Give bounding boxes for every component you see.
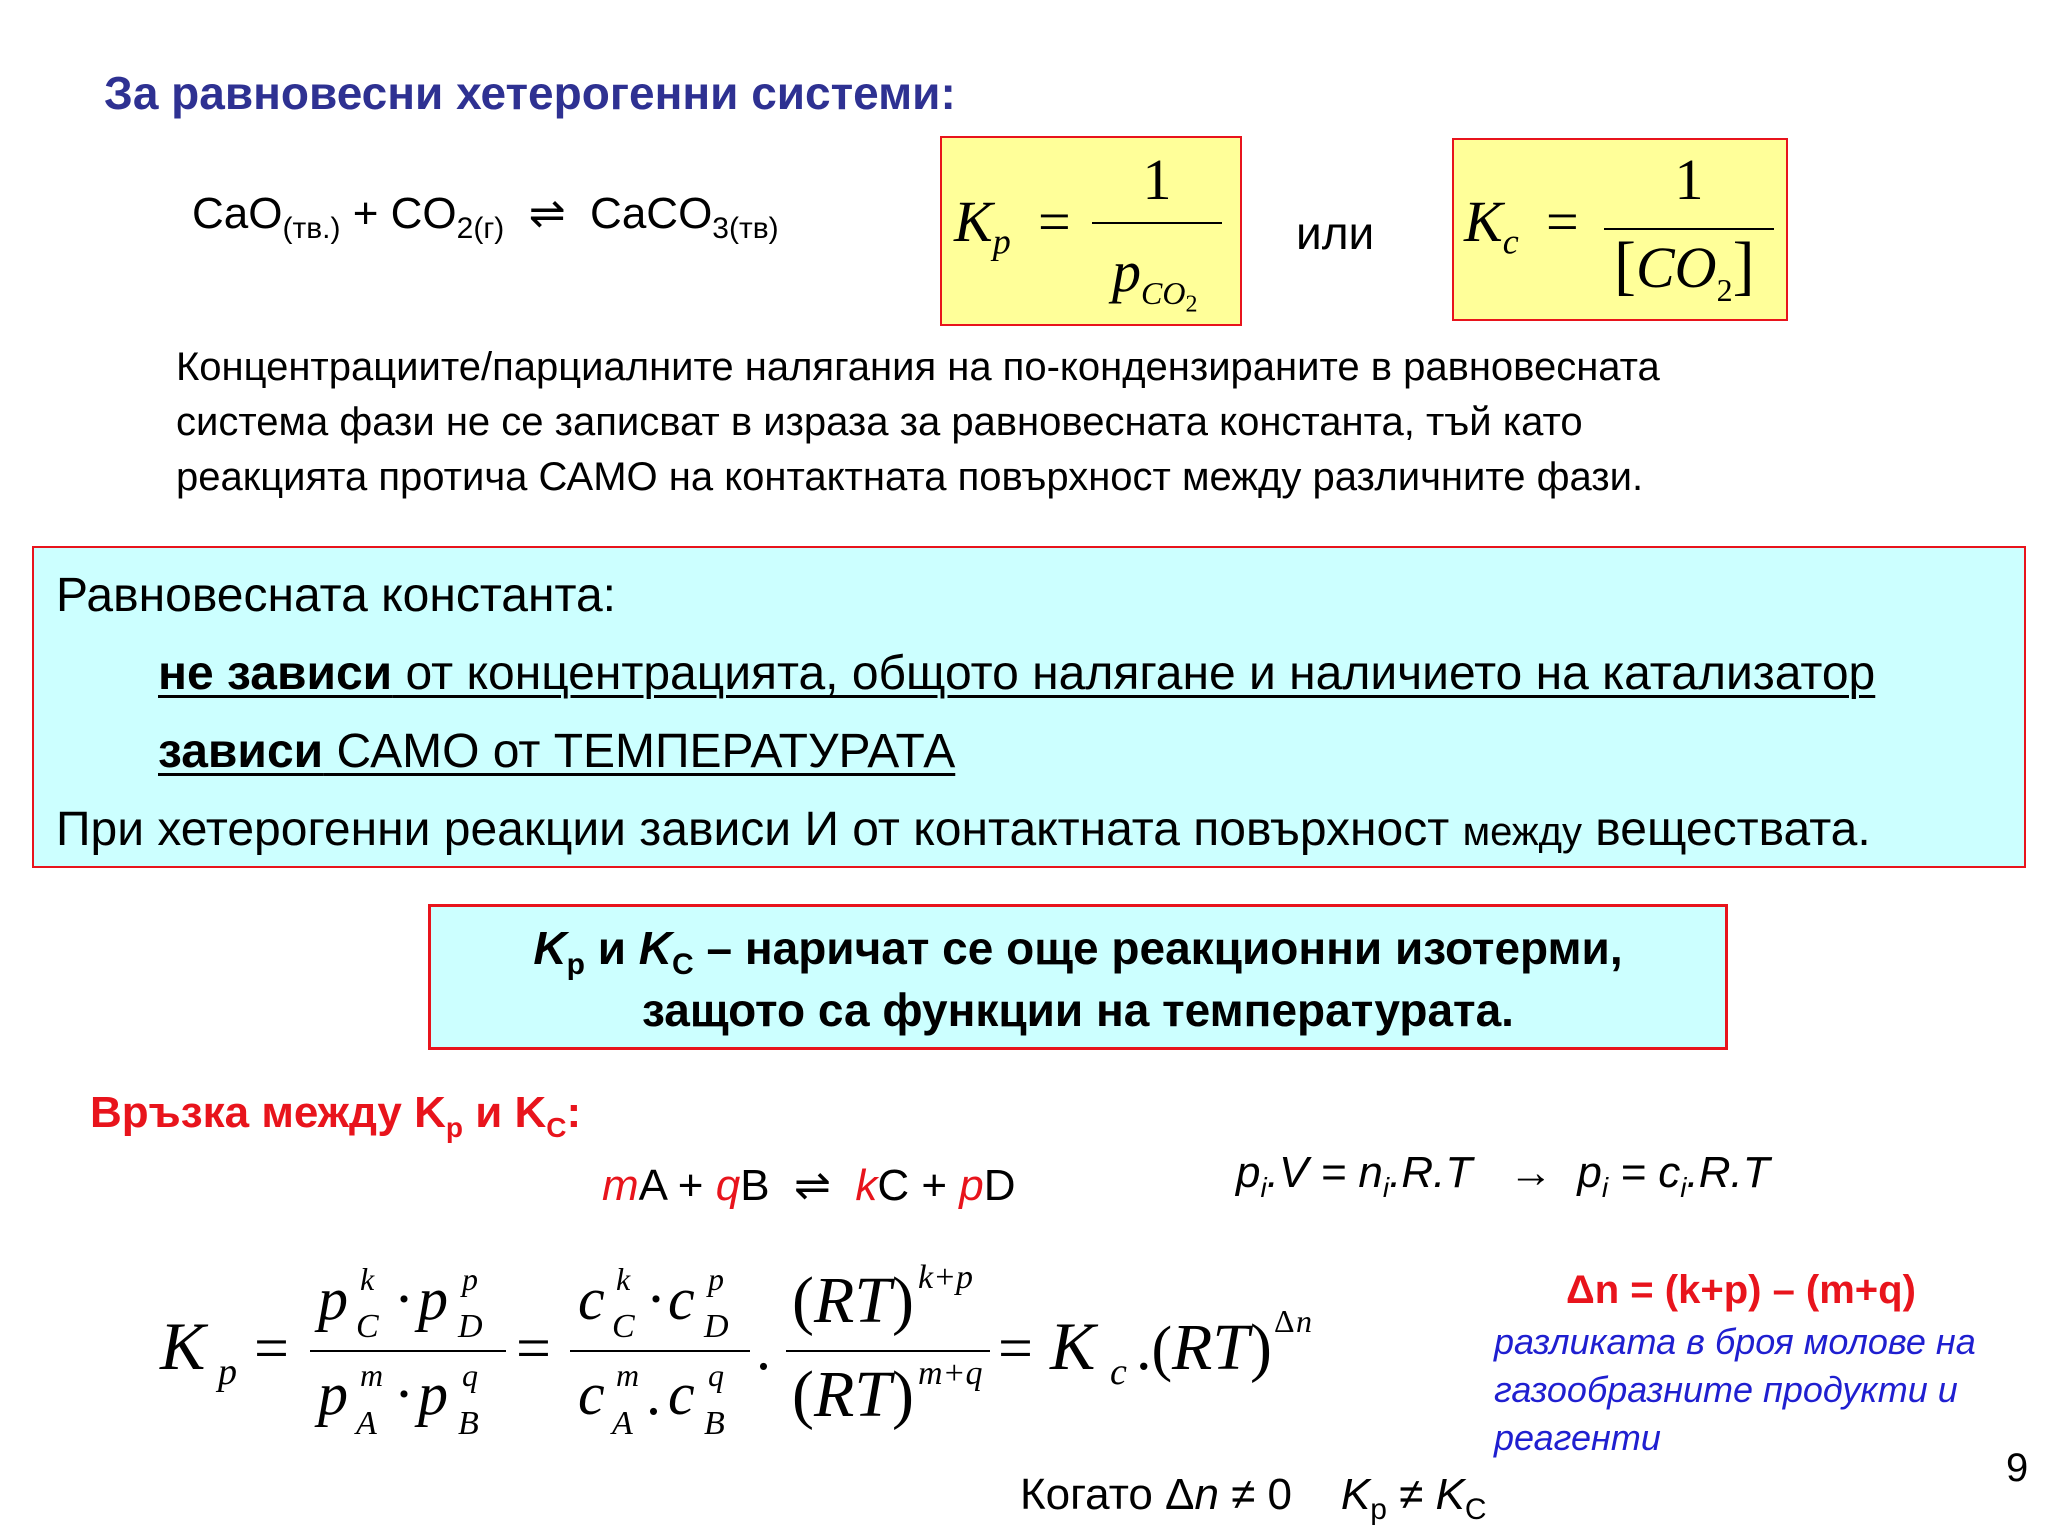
svg-text:=: = (998, 1315, 1033, 1383)
relation-heading: Връзка между $K_p$ и $K_C$: (90, 1088, 582, 1143)
svg-text:RT: RT (814, 1264, 892, 1337)
svg-text:(: ( (792, 1358, 814, 1431)
heterogeneous-line: При хетерогенни реакции зависи И от контактната повърхност между веществата. (56, 803, 1871, 856)
svg-text:Δ: Δ (1274, 1303, 1295, 1339)
svg-text:(: ( (792, 1264, 814, 1337)
svg-text:p: p (462, 1261, 478, 1297)
constant-box-title: Равновесната константа: (56, 569, 616, 622)
condition-line: Когато Δn ≠ 0 $K_p \ne K_C$ (1020, 1470, 1487, 1526)
svg-text:B: B (458, 1405, 479, 1442)
kp-fraction-bar (1092, 222, 1222, 224)
explanation-paragraph: Концентрациите/парциалните налягания на по-кондензираните в равновесната система фази не се записват в израза за равновесната константа, тъй като реакцията протича САМО на контактната повърхност между различните фази. (176, 345, 1660, 499)
svg-text:D: D (458, 1308, 483, 1345)
kc-formula-box: $K_c$ = 1 $[CO_2]$ (1452, 138, 1788, 321)
svg-text:n: n (1296, 1303, 1312, 1339)
svg-text:.(: .( (1136, 1315, 1173, 1383)
svg-text:p: p (708, 1261, 724, 1297)
kc-denominator: $[CO_2]$ (1614, 229, 1755, 309)
svg-text:p: p (418, 1266, 448, 1332)
svg-text:·: · (646, 1266, 666, 1332)
not-depends-line: не зависи от концентрацията, общото налягане и наличието на катализатор (158, 647, 1876, 700)
kp-formula-box: $K_p$ = 1 $p_{CO_2}$ (940, 136, 1242, 326)
svg-text:c: c (1110, 1351, 1127, 1393)
svg-text:c: c (668, 1361, 695, 1427)
svg-text:): ) (892, 1264, 914, 1337)
svg-text:.: . (646, 1361, 661, 1427)
delta-n-label: Δn = (k+p) – (m+q) (1566, 1268, 1916, 1312)
svg-text:·: · (394, 1266, 414, 1332)
svg-text:q: q (708, 1357, 724, 1393)
svg-text:c: c (578, 1361, 605, 1427)
svg-text:k: k (616, 1261, 631, 1297)
svg-text:m: m (616, 1357, 640, 1393)
kp-symbol: $K_p$ (954, 189, 1011, 262)
svg-text:c: c (668, 1266, 695, 1332)
equilibrium-arrow: ⇌ (528, 189, 566, 238)
svg-text:K: K (1050, 1308, 1096, 1384)
isotherm-box (428, 904, 1728, 1050)
svg-text:K: K (160, 1308, 206, 1384)
kc-symbol: $K_c$ (1464, 189, 1519, 262)
svg-text:m: m (360, 1357, 384, 1393)
svg-text:q: q (462, 1357, 478, 1393)
svg-text:): ) (892, 1358, 914, 1431)
kp-kc-relation-formula (150, 1244, 1400, 1454)
or-label: или (1296, 207, 1375, 259)
reaction-equation: $CaO_{(тв.)} + CO_{2(г)}$ ⇌ CaCO$_{3(тв)}$ (192, 189, 779, 245)
kp-denominator: $p_{CO_2}$ (1112, 239, 1198, 317)
svg-text:·: · (394, 1361, 414, 1427)
svg-text:C: C (612, 1308, 635, 1345)
gas-law: $p_i.V = n_i.R.T \to p_i = c_i.R.T$ (1236, 1148, 1770, 1203)
svg-text:.: . (756, 1316, 771, 1382)
page-number: 9 (2006, 1446, 2029, 1490)
svg-text:=: = (516, 1315, 551, 1383)
svg-text:p: p (318, 1266, 348, 1332)
svg-text:k: k (360, 1261, 375, 1297)
svg-text:p: p (218, 1351, 237, 1393)
isotherm-line-1: $K_p$ и $K_C$ – наричат се още реакционни изотерми, (533, 922, 1623, 982)
svg-text:RT: RT (1172, 1311, 1250, 1384)
equilibrium-constant-box (32, 546, 2026, 868)
page-heading: За равновесни хетерогенни системи: (104, 67, 956, 119)
svg-text:C: C (356, 1308, 379, 1345)
svg-text:A: A (612, 1405, 633, 1442)
svg-text:p: p (318, 1361, 348, 1427)
svg-text:=: = (254, 1315, 289, 1383)
svg-text:): ) (1250, 1311, 1272, 1384)
svg-text:A: A (356, 1405, 377, 1442)
isotherm-line-2: защото са функции на температурата. (642, 984, 1514, 1036)
svg-text:m+q: m+q (918, 1355, 983, 1392)
kc-numerator: 1 (1674, 147, 1704, 212)
svg-text:c: c (578, 1266, 605, 1332)
depends-line: зависи САМО от ТЕМПЕРАТУРАТА (158, 725, 956, 778)
svg-text:B: B (704, 1405, 725, 1442)
svg-text:D: D (704, 1308, 729, 1345)
kp-numerator: 1 (1142, 147, 1172, 212)
svg-text:p: p (418, 1361, 448, 1427)
delta-n-description: разликата в броя молове на газообразните продукти и реагенти (1494, 1321, 1976, 1458)
svg-text:RT: RT (814, 1358, 892, 1431)
general-reaction: mA + qB ⇌ kC + pD (602, 1161, 1016, 1210)
svg-text:k+p: k+p (918, 1259, 974, 1296)
